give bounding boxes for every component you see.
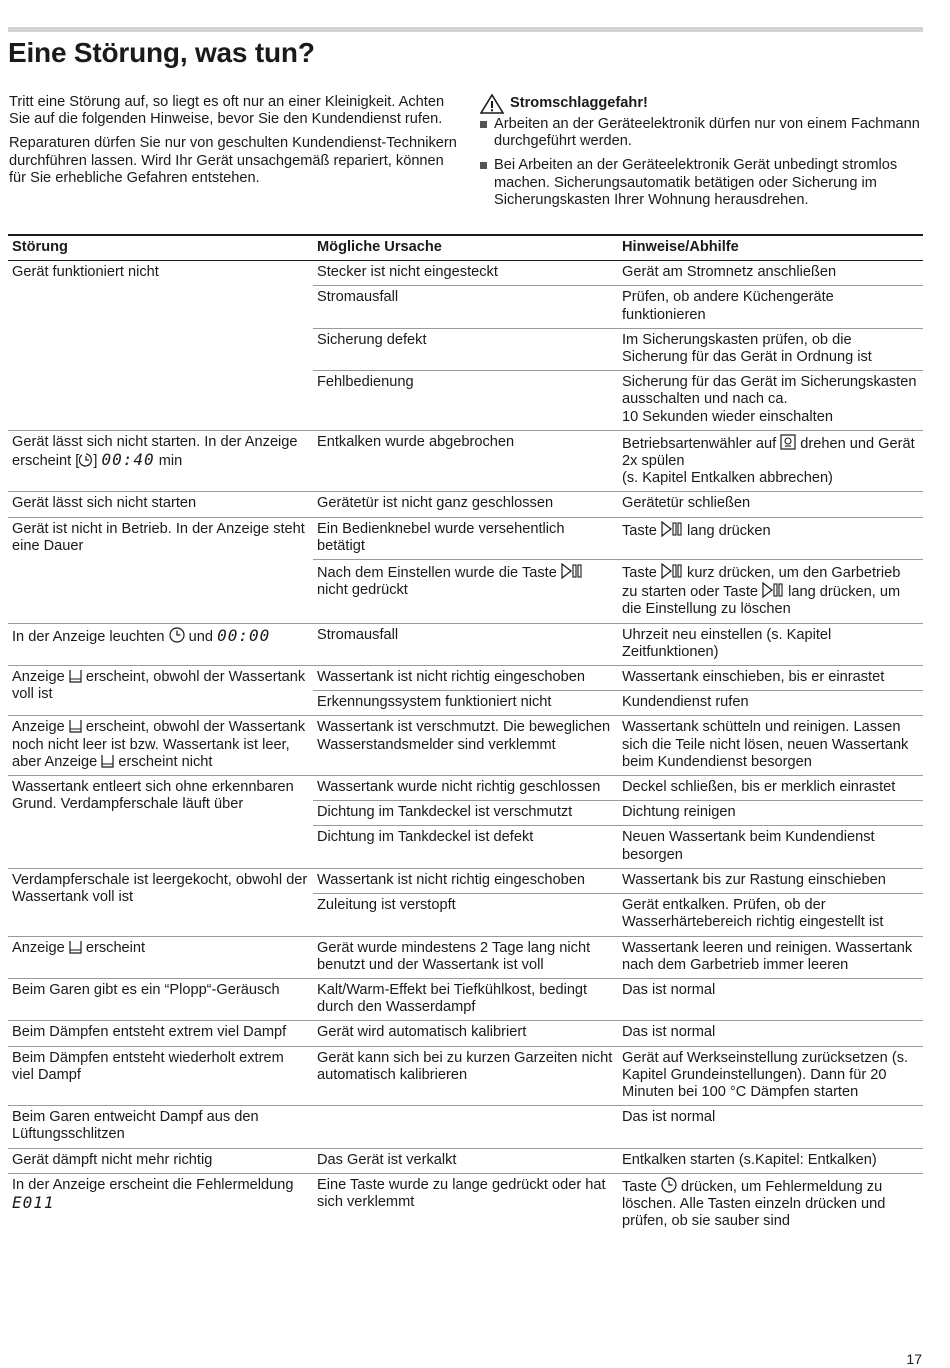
fault-text: erscheint, obwohl der Wassertank noch nicht leer ist bzw. Wassertank ist leer, aber Anzeige xyxy=(12,719,306,770)
remedy-text: Sicherung für das Gerät im Sicherungskasten ausschalten und nach ca. xyxy=(622,374,917,408)
fault-text: erscheint nicht xyxy=(118,753,213,770)
warning-list xyxy=(480,116,925,209)
water-tank-icon xyxy=(101,754,114,768)
table-row xyxy=(8,978,923,1020)
remedy-text: Betriebsartenwähler auf xyxy=(622,435,777,452)
cause-cell: Wassertank ist nicht richtig eingeschoben xyxy=(313,666,618,691)
cause-cell: Zuleitung ist verstopft xyxy=(313,894,618,936)
remedy-text: drücken, um Fehlermeldung zu löschen. Alle Tasten einzeln drücken und prüfen, ob sie sauber sind xyxy=(622,1178,886,1230)
remedy-text: lang drücken xyxy=(687,522,771,539)
page-number: 17 xyxy=(906,1351,922,1367)
table-header-row xyxy=(8,235,923,261)
table-row xyxy=(8,868,923,893)
start-pause-icon xyxy=(661,563,683,579)
cause-cell: Wassertank wurde nicht richtig geschlossen xyxy=(313,776,618,801)
fault-cell: Wassertank entleert sich ohne erkennbaren Grund. Verdampferschale läuft über xyxy=(8,776,313,869)
water-tank-icon xyxy=(69,719,82,733)
water-tank-icon xyxy=(69,669,82,683)
cause-cell xyxy=(313,1106,618,1148)
warning-box xyxy=(480,94,925,216)
remedy-cell xyxy=(618,430,923,492)
fault-cell: Beim Garen gibt es ein “Plopp“-Geräusch xyxy=(8,978,313,1020)
cause-cell: Eine Taste wurde zu lange gedrückt oder hat sich verklemmt xyxy=(317,1176,606,1210)
clock-icon xyxy=(661,1177,677,1193)
fault-text: erscheint xyxy=(85,939,146,956)
table-row xyxy=(8,492,923,517)
cause-cell: Entkalken wurde abgebrochen xyxy=(313,430,618,492)
timer-clock-icon xyxy=(79,452,93,467)
remedy-cell xyxy=(618,371,923,431)
remedy-cell: Das ist normal xyxy=(618,978,923,1020)
remedy-text: drehen und Gerät 2x spülen xyxy=(622,435,915,470)
table-row xyxy=(8,666,923,691)
start-pause-icon xyxy=(561,563,583,579)
cause-cell: Ein Bedienknebel wurde versehentlich betätigt xyxy=(313,517,618,559)
remedy-cell: Dichtung reinigen xyxy=(618,801,923,826)
fault-text: In der Anzeige leuchten xyxy=(12,628,165,645)
header-abhilfe: Hinweise/Abhilfe xyxy=(618,235,923,261)
remedy-cell xyxy=(618,560,923,624)
remedy-text: kurz drücken, um den Garbetrieb zu starten oder Taste xyxy=(622,565,901,601)
table-row xyxy=(8,936,923,978)
warning-title: Stromschlaggefahr! xyxy=(510,95,648,112)
cause-cell: Stromausfall xyxy=(313,623,618,665)
remedy-cell: Das ist normal xyxy=(618,1106,923,1148)
remedy-text: (s. Kapitel Entkalken abbrechen) xyxy=(622,470,833,487)
cause-cell: Sicherung defekt xyxy=(313,328,618,370)
fault-cell: Gerät funktioniert nicht xyxy=(8,261,313,431)
remedy-cell: Uhrzeit neu einstellen (s. Kapitel Zeitfunktionen) xyxy=(618,623,923,665)
fault-text: Gerät lässt sich nicht starten. In der Anzeige erscheint [ xyxy=(12,433,298,470)
remedy-cell: Das ist normal xyxy=(618,1021,923,1046)
cause-cell xyxy=(313,560,618,624)
fault-cell xyxy=(8,666,313,716)
remedy-text: 10 Sekunden wieder einschalten xyxy=(622,408,833,425)
fault-text: In der Anzeige erscheint die Fehlermeldung xyxy=(12,1176,294,1193)
fault-cell: Gerät ist nicht in Betrieb. In der Anzeige steht eine Dauer xyxy=(8,517,313,623)
remedy-cell: Neuen Wassertank beim Kundendienst besorgen xyxy=(618,826,923,868)
table-row xyxy=(8,1173,923,1234)
cause-text: nicht gedrückt xyxy=(317,582,408,599)
remedy-cell: Gerätetür schließen xyxy=(618,492,923,517)
warning-item: Arbeiten an der Geräteelektronik dürfen nur von einem Fachmann durchgeführt werden. xyxy=(480,116,925,150)
header-ursache: Mögliche Ursache xyxy=(313,235,618,261)
remedy-cell: Entkalken starten (s.Kapitel: Entkalken) xyxy=(618,1148,923,1173)
fault-cell xyxy=(8,430,313,492)
remedy-cell: Wassertank einschieben, bis er einrastet xyxy=(618,666,923,691)
remedy-text: Taste xyxy=(622,565,657,582)
warning-triangle-icon xyxy=(480,94,504,114)
page-title: Eine Störung, was tun? xyxy=(8,37,315,68)
fault-cell xyxy=(8,936,313,978)
remedy-cell: Gerät am Stromnetz anschließen xyxy=(618,261,923,286)
remedy-cell: Im Sicherungskasten prüfen, ob die Sicherung für das Gerät in Ordnung ist xyxy=(618,328,923,370)
descale-mode-icon xyxy=(780,434,796,450)
remedy-cell xyxy=(618,1173,923,1234)
cause-cell: Gerät wird automatisch kalibriert xyxy=(313,1021,618,1046)
water-tank-icon xyxy=(69,940,82,954)
fault-text: Anzeige xyxy=(12,669,65,686)
start-pause-icon xyxy=(661,521,683,537)
display-readout: 00:40 xyxy=(101,450,155,470)
table-row xyxy=(8,261,923,286)
warning-heading xyxy=(480,94,925,114)
fault-cell xyxy=(8,1173,313,1234)
cause-cell: Dichtung im Tankdeckel ist defekt xyxy=(313,826,618,868)
warning-item: Bei Arbeiten an der Geräteelektronik Gerät unbedingt stromlos machen. Sicherungsautomatik betätigen oder Sicherung im Sicherungskasten Ihrer Wohnung herausdrehen. xyxy=(480,157,925,209)
cause-cell: Das Gerät ist verkalkt xyxy=(313,1148,618,1173)
cause-cell: Gerät kann sich bei zu kurzen Garzeiten nicht automatisch kalibrieren xyxy=(313,1046,618,1106)
fault-cell: Verdampferschale ist leergekocht, obwohl der Wassertank voll ist xyxy=(8,868,313,936)
table-row xyxy=(8,517,923,559)
cause-cell: Fehlbedienung xyxy=(313,371,618,431)
remedy-text: Taste xyxy=(622,1178,657,1195)
cause-cell: Dichtung im Tankdeckel ist verschmutzt xyxy=(313,801,618,826)
table-row xyxy=(8,1148,923,1173)
table-row xyxy=(8,1046,923,1106)
cause-cell: Wassertank ist nicht richtig eingeschoben xyxy=(313,868,618,893)
display-readout: 00:00 xyxy=(217,625,271,645)
remedy-cell: Wassertank bis zur Rastung einschieben xyxy=(618,868,923,893)
intro-text xyxy=(9,94,459,194)
top-rule xyxy=(8,27,923,32)
fault-cell: Gerät dämpft nicht mehr richtig xyxy=(8,1148,313,1173)
cause-cell: Gerät wurde mindestens 2 Tage lang nicht benutzt und der Wassertank ist voll xyxy=(313,936,618,978)
table-row xyxy=(8,716,923,776)
fault-cell: Beim Garen entweicht Dampf aus den Lüftungsschlitzen xyxy=(8,1106,313,1148)
cause-text: Nach dem Einstellen wurde die Taste xyxy=(317,565,557,582)
remedy-cell: Prüfen, ob andere Küchengeräte funktionieren xyxy=(618,286,923,328)
remedy-cell: Gerät auf Werkseinstellung zurücksetzen (s. Kapitel Grundeinstellungen). Dann für 20 Minuten bei 100 °C Dämpfen starten xyxy=(618,1046,923,1106)
fault-text: Anzeige xyxy=(12,939,65,956)
cause-cell: Erkennungssystem funktioniert nicht xyxy=(313,691,618,716)
table-row xyxy=(8,623,923,665)
table-row xyxy=(8,776,923,801)
header-stoerung: Störung xyxy=(8,235,313,261)
cause-cell: Gerätetür ist nicht ganz geschlossen xyxy=(313,492,618,517)
fault-text: min xyxy=(158,453,183,470)
troubleshooting-table xyxy=(8,234,923,1234)
remedy-cell xyxy=(618,517,923,559)
display-readout: E011 xyxy=(12,1192,55,1212)
cause-cell: Stromausfall xyxy=(313,286,618,328)
clock-icon xyxy=(169,627,185,643)
cause-cell: Wassertank ist verschmutzt. Die beweglichen Wasserstandsmelder sind verklemmt xyxy=(313,716,618,776)
remedy-cell: Deckel schließen, bis er merklich einrastet xyxy=(618,776,923,801)
remedy-text: lang drücken, um die Einstellung zu löschen xyxy=(622,584,901,618)
fault-text: Anzeige xyxy=(12,719,65,736)
fault-text: und xyxy=(188,628,214,645)
cause-cell: Kalt/Warm-Effekt bei Tiefkühlkost, bedingt durch den Wasserdampf xyxy=(313,978,618,1020)
start-pause-icon xyxy=(762,582,784,598)
remedy-text: Taste xyxy=(622,522,657,539)
fault-cell: Beim Dämpfen entsteht extrem viel Dampf xyxy=(8,1021,313,1046)
cause-cell: Stecker ist nicht eingesteckt xyxy=(313,261,618,286)
intro-paragraph-2: Reparaturen dürfen Sie nur von geschulten Kundendienst-Technikern durchführen lassen. Wird Ihr Gerät unsachgemäß repariert, können für Sie erhebliche Gefahren entstehen. xyxy=(9,135,457,186)
fault-text: ] xyxy=(93,453,98,470)
table-row xyxy=(8,1106,923,1148)
remedy-cell: Wassertank leeren und reinigen. Wassertank nach dem Garbetrieb immer leeren xyxy=(618,936,923,978)
fault-cell xyxy=(8,623,313,665)
table-row xyxy=(8,1021,923,1046)
fault-text: erscheint, obwohl der Wassertank voll ist xyxy=(12,669,306,703)
fault-cell: Gerät lässt sich nicht starten xyxy=(8,492,313,517)
fault-cell: Beim Dämpfen entsteht wiederholt extrem viel Dampf xyxy=(8,1046,313,1106)
remedy-cell: Gerät entkalken. Prüfen, ob der Wasserhärtebereich richtig eingestellt ist xyxy=(618,894,923,936)
remedy-cell: Kundendienst rufen xyxy=(618,691,923,716)
remedy-cell: Wassertank schütteln und reinigen. Lassen sich die Teile nicht lösen, neuen Wassertank beim Kundendienst besorgen xyxy=(618,716,923,776)
table-row xyxy=(8,430,923,492)
fault-cell xyxy=(8,716,313,776)
intro-paragraph-1: Tritt eine Störung auf, so liegt es oft nur an einer Kleinigkeit. Achten Sie auf die folgenden Hinweise, bevor Sie den Kundendienst rufen. xyxy=(9,94,445,128)
